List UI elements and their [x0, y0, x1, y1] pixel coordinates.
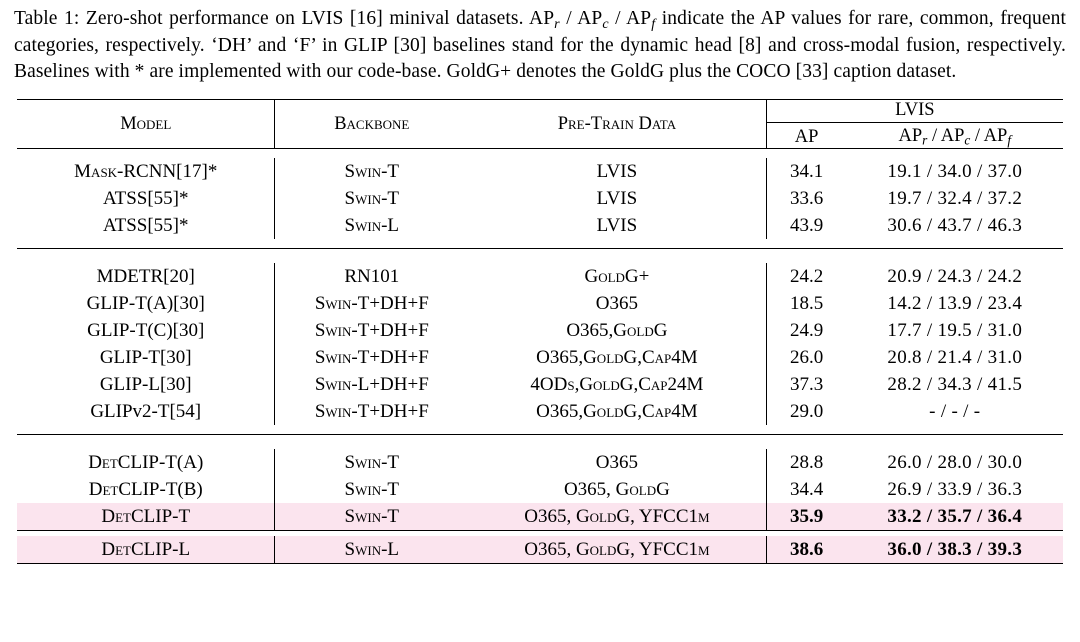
cell-ap-split: 36.0 / 38.3 / 39.3	[847, 536, 1063, 564]
cell-backbone: Swin-T	[275, 476, 468, 503]
cell-ap: 18.5	[766, 290, 846, 317]
cell-pretrain: O365,GoldG	[566, 319, 668, 341]
cell-model: DetCLIP-T(B)	[88, 478, 203, 500]
cell-ap: 26.0	[766, 344, 846, 371]
cell-ap-split: 33.2 / 35.7 / 36.4	[847, 503, 1063, 531]
header-ap-split: APr / APc / APf	[898, 125, 1012, 148]
cell-backbone: Swin-L+DH+F	[275, 371, 468, 398]
table-header-row-group	[17, 100, 1063, 126]
cell-ap: 33.6	[766, 185, 846, 212]
group-4-body	[17, 536, 1063, 569]
table-row-highlighted	[17, 536, 1063, 564]
cell-pretrain: 4ODs,GoldG,Cap24M	[530, 373, 704, 395]
table-row	[17, 212, 1063, 239]
spacer	[17, 254, 1063, 263]
cell-backbone: Swin-T+DH+F	[275, 398, 468, 425]
results-table	[17, 99, 1063, 569]
cell-model: DetCLIP-T(A)	[88, 451, 204, 473]
cell-ap: 34.1	[766, 158, 846, 185]
cell-backbone: RN101	[275, 263, 468, 290]
cell-pretrain: O365, GoldG, YFCC1m	[468, 503, 766, 531]
cell-pretrain: O365	[595, 292, 639, 314]
table-row	[17, 476, 1063, 503]
cell-model: MDETR[20]	[96, 265, 195, 287]
cell-ap: 24.2	[766, 263, 846, 290]
cell-model: GLIPv2-T[54]	[90, 400, 202, 422]
cell-model: ATSS[55]*	[102, 187, 189, 209]
header-ap: AP	[766, 126, 846, 149]
header-model: Model	[120, 113, 172, 134]
cell-ap: 37.3	[766, 371, 846, 398]
table-row	[17, 398, 1063, 425]
spacer	[17, 149, 1063, 158]
table-row	[17, 290, 1063, 317]
cell-ap-split: - / - / -	[929, 400, 981, 422]
cell-ap-split: 14.2 / 13.9 / 23.4	[887, 292, 1023, 314]
cell-pretrain: O365, GoldG	[563, 478, 670, 500]
group-1-body	[17, 149, 1063, 254]
cell-pretrain: LVIS	[596, 214, 638, 236]
cell-backbone: Swin-L	[275, 212, 468, 239]
cell-backbone: Swin-T	[275, 449, 468, 476]
header-lvis-group	[766, 100, 1063, 126]
table-caption: Table 1: Zero-shot performance on LVIS [16] minival datasets. $AP_r / AP_c / AP_f$ indicate the AP values for rare, common, frequent categories, respectively. ‘DH’ and ‘F’ in GLIP [30] baselines stand for the dynamic head [8] and cross-modal fusion, respectively. Baselines with * are implemented with our code-base. GoldG+ denotes the GoldG plus the COCO [33] caption dataset.	[14, 8, 1066, 83]
table-row	[17, 185, 1063, 212]
spacer	[17, 239, 1063, 249]
cell-pretrain: O365,GoldG,Cap4M	[536, 346, 698, 368]
cell-ap: 29.0	[766, 398, 846, 425]
cell-backbone: Swin-T+DH+F	[275, 317, 468, 344]
cell-ap: 43.9	[766, 212, 846, 239]
cell-model: Mask-RCNN[17]*	[74, 160, 218, 182]
table-bottom-rule	[17, 564, 1063, 570]
cell-model: DetCLIP-T	[17, 503, 275, 531]
cell-backbone: Swin-T	[275, 185, 468, 212]
cell-model: GLIP-T(C)[30]	[87, 319, 205, 341]
table-row	[17, 263, 1063, 290]
cell-model: ATSS[55]*	[102, 214, 189, 236]
cell-backbone: Swin-T+DH+F	[275, 290, 468, 317]
cell-backbone: Swin-T	[275, 503, 468, 531]
cell-model: DetCLIP-L	[17, 536, 275, 564]
group-3-body	[17, 440, 1063, 536]
cell-backbone: Swin-L	[275, 536, 468, 564]
cell-pretrain: LVIS	[596, 187, 638, 209]
cell-ap-split: 28.2 / 34.3 / 41.5	[887, 373, 1023, 395]
group-2-body	[17, 254, 1063, 440]
cell-ap: 28.8	[766, 449, 846, 476]
cell-ap-split: 17.7 / 19.5 / 31.0	[887, 319, 1023, 341]
cell-ap: 35.9	[766, 503, 846, 531]
header-lvis-label: LVIS	[895, 99, 935, 120]
cell-pretrain: GoldG+	[584, 265, 650, 287]
table-row-highlighted	[17, 503, 1063, 531]
cell-model: GLIP-T[30]	[99, 346, 192, 368]
cell-backbone: Swin-T	[275, 158, 468, 185]
cell-pretrain: O365,GoldG,Cap4M	[536, 400, 698, 422]
cell-ap: 34.4	[766, 476, 846, 503]
cell-model: GLIP-T(A)[30]	[86, 292, 205, 314]
cell-ap-split: 26.0 / 28.0 / 30.0	[887, 451, 1023, 473]
cell-ap: 38.6	[766, 536, 846, 564]
cell-pretrain: O365, GoldG, YFCC1m	[468, 536, 766, 564]
table-row	[17, 158, 1063, 185]
header-lvis-underline	[767, 122, 1063, 123]
table-row	[17, 449, 1063, 476]
cell-model: GLIP-L[30]	[99, 373, 192, 395]
header-backbone: Backbone	[275, 100, 468, 149]
spacer	[17, 440, 1063, 449]
header-pretrain-data: Pre-Train Data	[557, 113, 677, 134]
cell-ap-split: 30.6 / 43.7 / 46.3	[887, 214, 1023, 236]
cell-ap-split: 19.7 / 32.4 / 37.2	[887, 187, 1023, 209]
spacer	[17, 425, 1063, 435]
cell-backbone: Swin-T+DH+F	[275, 344, 468, 371]
cell-pretrain: O365	[595, 451, 639, 473]
cell-ap-split: 20.8 / 21.4 / 31.0	[887, 346, 1023, 368]
cell-ap-split: 20.9 / 24.3 / 24.2	[887, 265, 1023, 287]
cell-ap-split: 19.1 / 34.0 / 37.0	[887, 160, 1023, 182]
table-row	[17, 317, 1063, 344]
cell-ap-split: 26.9 / 33.9 / 36.3	[887, 478, 1023, 500]
table-row	[17, 371, 1063, 398]
table-row	[17, 344, 1063, 371]
cell-ap: 24.9	[766, 317, 846, 344]
cell-pretrain: LVIS	[596, 160, 638, 182]
